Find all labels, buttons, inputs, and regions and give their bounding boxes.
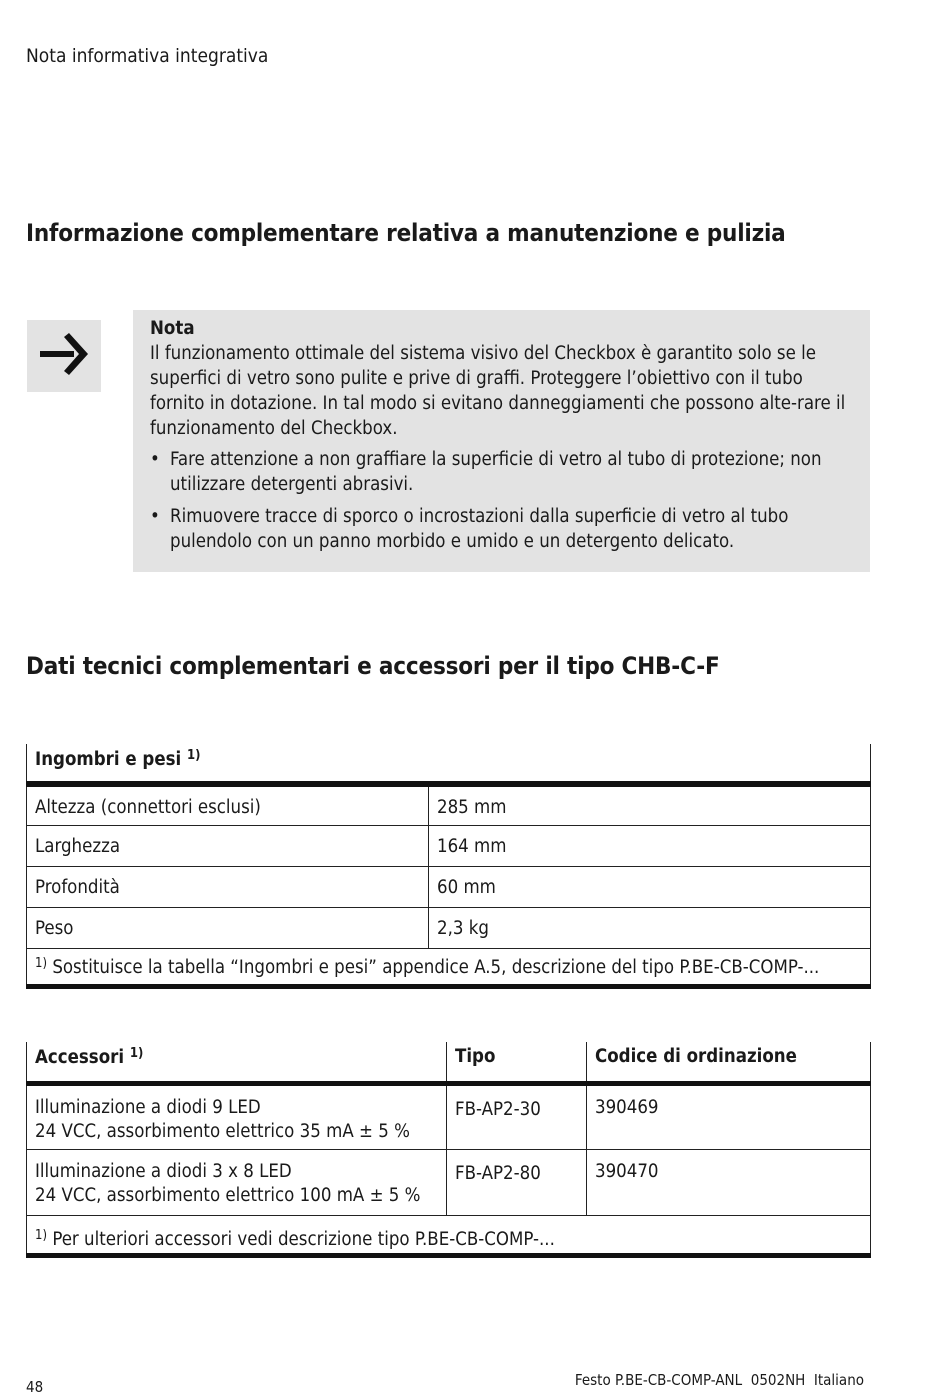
row-label: Altezza (connettori esclusi) xyxy=(27,784,429,825)
accessory-line: Illuminazione a diodi 9 LED xyxy=(35,1097,261,1118)
dimensions-table-header xyxy=(27,744,871,784)
row-label: Peso xyxy=(27,907,429,948)
footnote-marker: 1) xyxy=(35,955,48,971)
page-header: Nota informativa integrativa xyxy=(26,45,269,67)
col-header-accessori xyxy=(27,1042,447,1084)
table-row xyxy=(27,784,871,825)
accessories-table xyxy=(26,1042,871,1258)
footnote-text: Sostituisce la tabella “Ingombri e pesi” appendice A.5, descrizione del tipo P.BE-CB-COMP-... xyxy=(52,956,820,978)
accessory-type: FB-AP2-80 xyxy=(447,1150,587,1216)
section-title-tech: Dati tecnici complementari e accessori per il tipo CHB-C-F xyxy=(26,652,720,680)
note-arrow-box xyxy=(27,320,101,392)
footnote-marker: 1) xyxy=(129,1046,144,1061)
col-header-codice: Codice di ordinazione xyxy=(587,1042,871,1084)
dimensions-footnote xyxy=(27,948,871,986)
footnote-text: Per ulteriori accessori vedi descrizione tipo P.BE-CB-COMP-... xyxy=(52,1229,555,1250)
table-row xyxy=(27,1150,871,1216)
footnote-marker: 1) xyxy=(187,748,201,763)
note-title: Nota xyxy=(150,318,195,339)
note-paragraph: Il funzionamento ottimale del sistema visivo del Checkbox è garantito solo se le superfici di vetro sono pulite e prive di graffi. Proteggere l’obiettivo con il tubo fornito in dotazione. In tal modo si evitano danneggiamenti che possono alte-rare il funzionamento del Checkbox. xyxy=(150,343,846,439)
dimensions-table xyxy=(26,744,871,989)
note-bullet-item: • Fare attenzione a non graffiare la superficie di vetro al tubo di protezione; non utilizzare detergenti abrasivi. xyxy=(150,447,856,497)
note-bullet-item: • Rimuovere tracce di sporco o incrostazioni dalla superficie di vetro al tubo pulendolo con un panno morbido e umido e un detergento delicato. xyxy=(150,504,856,554)
row-value: 2,3 kg xyxy=(429,907,871,948)
section-title-maintenance: Informazione complementare relativa a manutenzione e pulizia xyxy=(26,219,786,247)
footnote-marker: 1) xyxy=(35,1228,48,1243)
arrow-right-icon xyxy=(38,333,90,379)
table-header-row xyxy=(27,744,871,784)
table-row xyxy=(27,1084,871,1150)
footer-doc-info: Festo P.BE-CB-COMP-ANL 0502NH Italiano xyxy=(574,1371,864,1389)
accessories-footnote xyxy=(27,1216,871,1256)
col-header-label: Accessori xyxy=(35,1047,125,1068)
row-label: Profondità xyxy=(27,866,429,907)
accessory-description xyxy=(27,1084,447,1150)
table-header-row xyxy=(27,1042,871,1084)
row-value: 285 mm xyxy=(429,784,871,825)
row-value: 164 mm xyxy=(429,825,871,866)
accessory-code: 390470 xyxy=(587,1150,871,1216)
table-footnote-row xyxy=(27,1216,871,1256)
col-header-tipo: Tipo xyxy=(447,1042,587,1084)
row-label: Larghezza xyxy=(27,825,429,866)
table-footnote-row xyxy=(27,948,871,986)
table-row xyxy=(27,866,871,907)
row-value: 60 mm xyxy=(429,866,871,907)
page-number: 48 xyxy=(26,1378,44,1396)
table-row xyxy=(27,825,871,866)
table-row xyxy=(27,907,871,948)
dimensions-header-label: Ingombri e pesi xyxy=(35,749,182,770)
note-box xyxy=(133,310,870,572)
accessory-line: 24 VCC, assorbimento elettrico 35 mA ± 5 % xyxy=(35,1121,410,1142)
note-bullet-list xyxy=(150,447,856,554)
accessory-description xyxy=(27,1150,447,1216)
accessory-line: 24 VCC, assorbimento elettrico 100 mA ± 5 % xyxy=(35,1185,421,1206)
accessory-type: FB-AP2-30 xyxy=(447,1084,587,1150)
accessory-code: 390469 xyxy=(587,1084,871,1150)
accessory-line: Illuminazione a diodi 3 x 8 LED xyxy=(35,1161,292,1182)
